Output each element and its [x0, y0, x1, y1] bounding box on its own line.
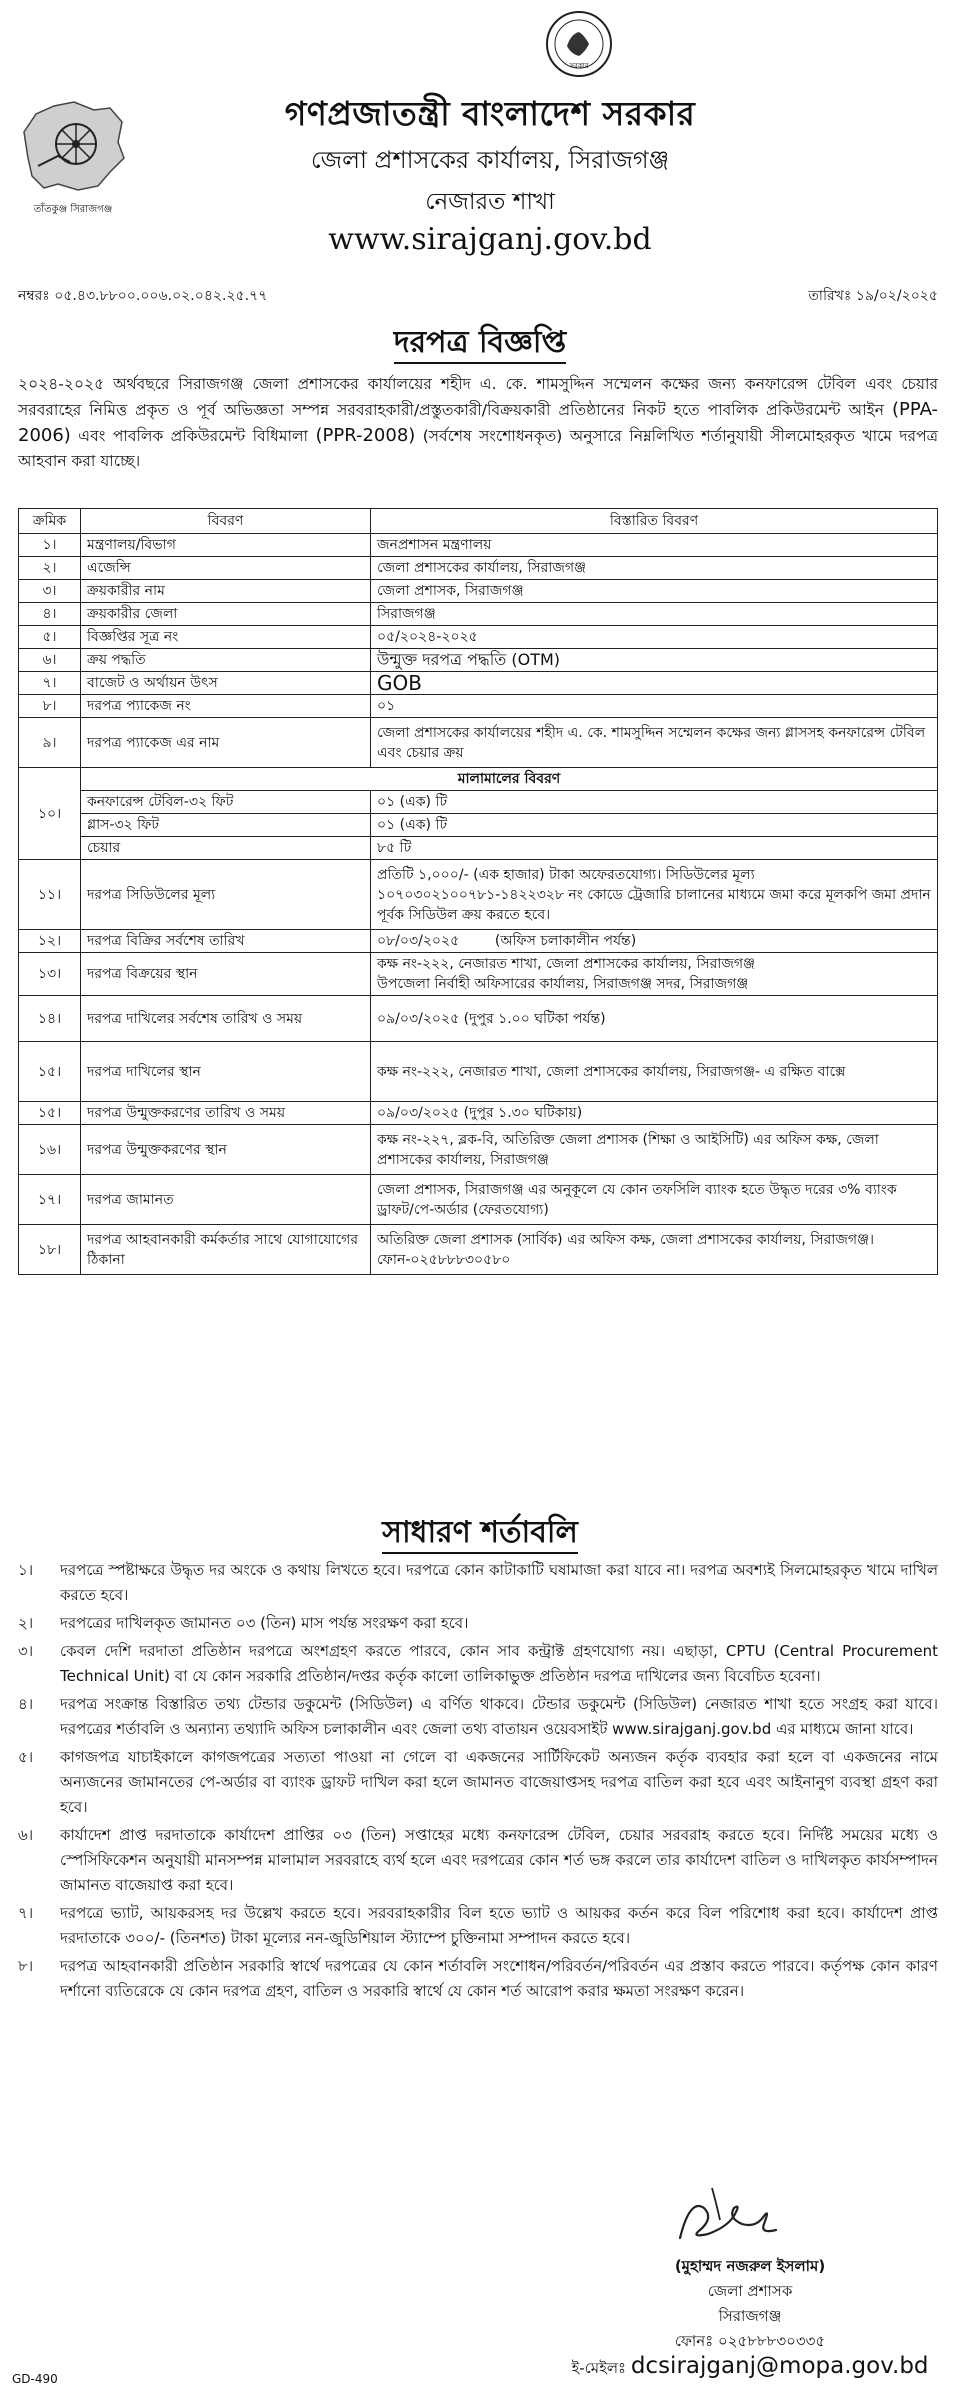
term-number: ৬। — [18, 1826, 34, 1844]
table-row — [19, 603, 938, 626]
row-detail — [371, 953, 938, 996]
row-serial: ১৪। — [19, 996, 81, 1042]
tender-details-table — [18, 508, 938, 1275]
row-description: বাজেট ও অর্থায়ন উৎস — [81, 672, 371, 695]
table-row — [19, 1175, 938, 1225]
notice-title — [330, 318, 630, 369]
table-row — [19, 580, 938, 603]
row-serial: ৩। — [19, 580, 81, 603]
website-url: www.sirajganj.gov.bd — [328, 222, 652, 257]
term-number: ৩। — [18, 1642, 34, 1660]
term-item — [18, 1558, 938, 1608]
goods-item: কনফারেন্স টেবিল-৩২ ফিট — [81, 791, 371, 814]
seal-text: সরকার — [569, 62, 589, 70]
terms-title — [330, 1508, 630, 1559]
goods-header: মালামালের বিবরণ — [81, 768, 938, 791]
row-serial: ১১। — [19, 860, 81, 930]
letterhead — [0, 0, 957, 265]
term-number: ২। — [18, 1614, 34, 1632]
term-item — [18, 1901, 938, 1951]
goods-serial: ১০। — [19, 768, 81, 860]
row-detail: উন্মুক্ত দরপত্র পদ্ধতি (OTM) — [371, 649, 938, 672]
email-label: ই-মেইলঃ — [571, 2359, 631, 2377]
row-description: দরপত্র উন্মুক্তকরণের তারিখ ও সময় — [81, 1102, 371, 1125]
signatory-name: (মুহাম্মদ নজরুল ইসলাম) — [674, 2257, 826, 2275]
row-description: দরপত্র প্যাকেজ নং — [81, 695, 371, 718]
table-row — [19, 1102, 938, 1125]
term-text: দরপত্রে ভ্যাট, আয়করসহ দর উল্লেখ করতে হবে। সরবরাহকারীর বিল হতে ভ্যাট ও আয়কর কর্তন করে বিল পরিশোধ করা হবে। কার্যাদেশ প্রাপ্ত দরদাতাকে ৩০০/- (তিনশত) টাকা মূল্যের নন-জুডিশিয়াল স্ট্যাম্পে চুক্তিনামা সম্পাদন করতে হবে। — [60, 1904, 938, 1947]
row-description: দরপত্র দাখিলের সর্বশেষ তারিখ ও সময় — [81, 996, 371, 1042]
row-detail: ০৯/০৩/২০২৫ (দুপুর ১.০০ ঘটিকা পর্যন্ত) — [371, 996, 938, 1042]
row-detail: জেলা প্রশাসক, সিরাজগঞ্জ — [371, 580, 938, 603]
government-title: গণপ্রজাতন্ত্রী বাংলাদেশ সরকার — [284, 94, 696, 133]
row-serial: ১৩। — [19, 953, 81, 996]
row-description: দরপত্র প্যাকেজ এর নাম — [81, 718, 371, 768]
goods-quantity: ৮৫ টি — [371, 837, 938, 860]
branch-name: নেজারত শাখা — [425, 189, 555, 215]
row-description: মন্ত্রণালয়/বিভাগ — [81, 534, 371, 557]
table-row — [19, 649, 938, 672]
table-row — [19, 557, 938, 580]
term-text: কাগজপত্র যাচাইকালে কাগজপত্রের সত্যতা পাওয়া না গেলে বা একজনের সার্টিফিকেট অন্যজন কর্তৃক ব্যবহার করা হলে বা একজনের নামে অন্যজনের জামানতের পে-অর্ডার বা ব্যাংক ড্রাফট দাখিল করা হলে জামানত বাজেয়াপ্তসহ দরপত্র বাতিল করা হবে এবং আইনানুগ ব্যবস্থা গ্রহণ করা হবে। — [60, 1748, 938, 1816]
row-description: এজেন্সি — [81, 557, 371, 580]
signatory-place: সিরাজগঞ্জ — [718, 2307, 782, 2325]
row-description: ক্রয় পদ্ধতি — [81, 649, 371, 672]
row-description: দরপত্র দাখিলের স্থান — [81, 1042, 371, 1102]
row-serial: ১২। — [19, 930, 81, 953]
memo-date: তারিখঃ ১৯/০২/২০২৫ — [808, 288, 938, 304]
row-detail: সিরাজগঞ্জ — [371, 603, 938, 626]
row-detail: জেলা প্রশাসকের কার্যালয়ের শহীদ এ. কে. শামসুদ্দিন সম্মেলন কক্ষের জন্য গ্লাসসহ কনফারেন্স টেবিল এবং চেয়ার ক্রয় — [371, 718, 938, 768]
table-row — [19, 1042, 938, 1102]
row-detail: প্রতিটি ১,০০০/- (এক হাজার) টাকা অফেরতযোগ্য। সিডিউলের মূল্য ১০৭০৩০২১০০৭৮১-১৪২২৩২৮ নং কোডে ট্রেজারি চালানের মাধ্যমে জমা করে মূলকপি জমা প্রদান পূর্বক সিডিউল ক্রয় করতে হবে। — [371, 860, 938, 930]
row-serial: ২। — [19, 557, 81, 580]
row-description: দরপত্র বিক্রির সর্বশেষ তারিখ — [81, 930, 371, 953]
goods-row — [19, 791, 938, 814]
row-description: দরপত্র উন্মুক্তকরণের স্থান — [81, 1125, 371, 1175]
notice-title-text: দরপত্র বিজ্ঞপ্তি — [394, 325, 566, 364]
table-row — [19, 534, 938, 557]
term-item — [18, 1692, 938, 1742]
header-serial: ক্রমিক — [19, 509, 81, 534]
row-description: ক্রয়কারীর নাম — [81, 580, 371, 603]
row-description: দরপত্র আহবানকারী কর্মকর্তার সাথে যোগাযোগের ঠিকানা — [81, 1225, 371, 1275]
intro-ppa: (PPA-2006) — [18, 399, 938, 446]
sale-location-1: কক্ষ নং-২২২, নেজারত শাখা, জেলা প্রশাসকের কার্যালয়, সিরাজগঞ্জ — [377, 956, 755, 972]
term-item — [18, 1954, 938, 2004]
row-description: দরপত্র বিক্রয়ের স্থান — [81, 953, 371, 996]
row-detail: অতিরিক্ত জেলা প্রশাসক (সার্বিক) এর অফিস কক্ষ, জেলা প্রশাসকের কার্যালয়, সিরাজগঞ্জ। ফোন-০২৫৮৮৮৩০৫৮০ — [371, 1225, 938, 1275]
term-text: দরপত্রে স্পষ্টাক্ষরে উদ্ধৃত দর অংকে ও কথায় লিখতে হবে। দরপত্রে কোন কাটাকাটি ঘষামাজা করা যাবে না। দরপত্র অবশ্যই সিলমোহরকৃত খামে দাখিল করতে হবে। — [60, 1561, 938, 1604]
row-detail: GOB — [371, 672, 938, 695]
row-detail: কক্ষ নং-২২২, নেজারত শাখা, জেলা প্রশাসকের কার্যালয়, সিরাজগঞ্জ- এ রক্ষিত বাক্সে — [371, 1042, 938, 1102]
term-item — [18, 1745, 938, 1820]
table-row — [19, 718, 938, 768]
signatory-block — [560, 2254, 940, 2381]
table-row — [19, 626, 938, 649]
row-description: দরপত্র জামানত — [81, 1175, 371, 1225]
goods-quantity: ০১ (এক) টি — [371, 791, 938, 814]
goods-item: চেয়ার — [81, 837, 371, 860]
district-logo-icon — [14, 92, 132, 200]
signature-icon — [660, 2168, 810, 2258]
signatory-email-line — [560, 2354, 940, 2381]
term-number: ৫। — [18, 1748, 34, 1766]
term-number: ৪। — [18, 1695, 34, 1713]
row-detail: ০১ — [371, 695, 938, 718]
logo-caption: তাঁতকুঞ্জ সিরাজগঞ্জ — [33, 204, 113, 215]
goods-row — [19, 814, 938, 837]
table-row — [19, 672, 938, 695]
table-row — [19, 996, 938, 1042]
row-detail: ০৯/০৩/২০২৫ (দুপুর ১.৩০ ঘটিকায়) — [371, 1102, 938, 1125]
goods-quantity: ০১ (এক) টি — [371, 814, 938, 837]
signatory-phone: ফোনঃ ০২৫৮৮৮৩০৩৩৫ — [674, 2332, 826, 2350]
row-serial: ৫। — [19, 626, 81, 649]
term-item — [18, 1823, 938, 1898]
goods-item: গ্লাস-৩২ ফিট — [81, 814, 371, 837]
row-detail: জেলা প্রশাসক, সিরাজগঞ্জ এর অনুকূলে যে কোন তফসিলি ব্যাংক হতে উদ্ধৃত দরের ৩% ব্যাংক ড্রাফট/পে-অর্ডার (ফেরতযোগ্য) — [371, 1175, 938, 1225]
term-item — [18, 1611, 938, 1636]
table-header-row — [19, 509, 938, 534]
term-text: দরপত্র সংক্রান্ত বিস্তারিত তথ্য টেন্ডার ডকুমেন্ট (সিডিউল) এ বর্ণিত থাকবে। টেন্ডার ডকুমেন্ট (সিডিউল) নেজারত শাখা হতে সংগ্রহ করা যাবে। দরপত্রের শর্তাবলি ও অন্যান্য তথ্যাদি অফিস চলাকালীন এবং জেলা তথ্য বাতায়ন ওয়েবসাইট www.sirajganj.gov.bd এর মাধ্যমে জানা যাবে। — [60, 1695, 938, 1738]
table-row — [19, 1125, 938, 1175]
row-serial: ৭। — [19, 672, 81, 695]
intro-text-2: এবং পাবলিক প্রকিউরমেন্ট বিধিমালা — [70, 427, 316, 445]
row-detail: জেলা প্রশাসকের কার্যালয়, সিরাজগঞ্জ — [371, 557, 938, 580]
term-text: কার্যাদেশ প্রাপ্ত দরদাতাকে কার্যাদেশ প্রাপ্তির ০৩ (তিন) সপ্তাহের মধ্যে কনফারেন্স টেবিল, চেয়ার সরবরাহ করতে হবে। নির্দিষ্ট সময়ের মধ্যে ও স্পেসিফিকেশন অনুযায়ী মানসম্পন্ন মালামাল সরবরাহে ব্যর্থ হলে এবং দরপত্রের কোন শর্ত ভঙ্গ করলে তার কার্যাদেশ বাতিল ও দাখিলকৃত কার্যসম্পাদন জামানত বাজেয়াপ্ত করা হবে। — [60, 1826, 938, 1894]
term-item — [18, 1639, 938, 1689]
signatory-email: dcsirajganj@mopa.gov.bd — [630, 2353, 929, 2379]
sale-location-2: উপজেলা নির্বাহী অফিসারের কার্যালয়, সিরাজগঞ্জ সদর, সিরাজগঞ্জ — [377, 976, 749, 992]
intro-paragraph — [18, 372, 938, 474]
term-number: ৮। — [18, 1957, 34, 1975]
row-detail: ০৮/০৩/২০২৫ (অফিস চলাকালীন পর্যন্ত) — [371, 930, 938, 953]
row-serial: ৬। — [19, 649, 81, 672]
memo-row — [18, 284, 938, 308]
table-row — [19, 695, 938, 718]
row-serial: ৪। — [19, 603, 81, 626]
signatory-title: জেলা প্রশাসক — [707, 2282, 793, 2300]
table-row — [19, 953, 938, 996]
row-detail: জনপ্রশাসন মন্ত্রণালয় — [371, 534, 938, 557]
header-details: বিস্তারিত বিবরণ — [371, 509, 938, 534]
goods-row — [19, 837, 938, 860]
government-seal-icon — [545, 10, 613, 78]
terms-title-text: সাধারণ শর্তাবলি — [382, 1515, 578, 1554]
table-row — [19, 930, 938, 953]
term-text: দরপত্র আহবানকারী প্রতিষ্ঠান সরকারি স্বার্থে দরপত্রের যে কোন শর্তাবলি সংশোধন/পরিবর্তন/পরিবর্তন এর প্রস্তাব করতে পারবে। কর্তৃপক্ষ কোন কারণ দর্শানো ব্যতিরেকে যে কোন দরপত্র গ্রহণ, বাতিল ও সরকারি স্বার্থে যে কোন শর্ত আরোপ করার ক্ষমতা সংরক্ষণ করেন। — [60, 1957, 938, 2000]
header-description: বিবরণ — [81, 509, 371, 534]
memo-number: নম্বরঃ ০৫.৪৩.৮৮০০.০০৬.০২.০৪২.২৫.৭৭ — [18, 288, 268, 304]
row-serial: ৮। — [19, 695, 81, 718]
row-serial: ১৭। — [19, 1175, 81, 1225]
row-serial: ১। — [19, 534, 81, 557]
table-row — [19, 860, 938, 930]
row-serial: ১৬। — [19, 1125, 81, 1175]
term-text: কেবল দেশি দরদাতা প্রতিষ্ঠান দরপত্রে অংশগ্রহণ করতে পারবে, কোন সাব কন্ট্রাক্ট গ্রহণযোগ্য নয়। এছাড়া, CPTU (Central Procurement Technical Unit) বা যে কোন সরকারি প্রতিষ্ঠান/দপ্তর কর্তৃক কালো তালিকাভুক্ত প্রতিষ্ঠান দরপত্র দাখিলের জন্য বিবেচিত হবেনা। — [60, 1642, 938, 1685]
office-name: জেলা প্রশাসকের কার্যালয়, সিরাজগঞ্জ — [310, 146, 670, 174]
row-serial: ১৫। — [19, 1102, 81, 1125]
goods-header-row — [19, 768, 938, 791]
row-serial: ১৮। — [19, 1225, 81, 1275]
term-number: ৭। — [18, 1904, 34, 1922]
intro-text-3: (সর্বশেষ সংশোধনকৃত) অনুসারে নিম্নলিখিত শর্তানুযায়ী সীলমোহরকৃত খামে দরপত্র আহবান করা যাচ্ছে। — [18, 427, 938, 470]
row-detail: ০৫/২০২৪-২০২৫ — [371, 626, 938, 649]
table-row — [19, 1225, 938, 1275]
row-serial: ১৫। — [19, 1042, 81, 1102]
row-serial: ৯। — [19, 718, 81, 768]
row-description: দরপত্র সিডিউলের মূল্য — [81, 860, 371, 930]
intro-ppr: (PPR-2008) — [315, 425, 416, 446]
intro-text-1: ২০২৪-২০২৫ অর্থবছরে সিরাজগঞ্জ জেলা প্রশাসকের কার্যালয়ের শহীদ এ. কে. শামসুদ্দিন সম্মেলন কক্ষের জন্য কনফারেন্স টেবিল এবং চেয়ার সরবরাহের নিমিত্ত প্রকৃত ও পূর্ব অভিজ্ঞতা সম্পন্ন সরবরাহকারী/প্রস্তুতকারী/বিক্রয়কারী প্রতিষ্ঠানের নিকট হতে পাবলিক প্রকিউরমেন্ট আইন — [18, 375, 938, 419]
row-detail: কক্ষ নং-২২৭, ব্লক-বি, অতিরিক্ত জেলা প্রশাসক (শিক্ষা ও আইসিটি) এর অফিস কক্ষ, জেলা প্রশাসকের কার্যালয়, সিরাজগঞ্জ — [371, 1125, 938, 1175]
terms-list — [18, 1558, 938, 2007]
gd-code: GD-490 — [12, 2372, 58, 2386]
term-text: দরপত্রের দাখিলকৃত জামানত ০৩ (তিন) মাস পর্যন্ত সংরক্ষণ করা হবে। — [60, 1614, 469, 1632]
term-number: ১। — [18, 1561, 34, 1579]
row-description: বিজ্ঞপ্তির সূত্র নং — [81, 626, 371, 649]
row-description: ক্রয়কারীর জেলা — [81, 603, 371, 626]
